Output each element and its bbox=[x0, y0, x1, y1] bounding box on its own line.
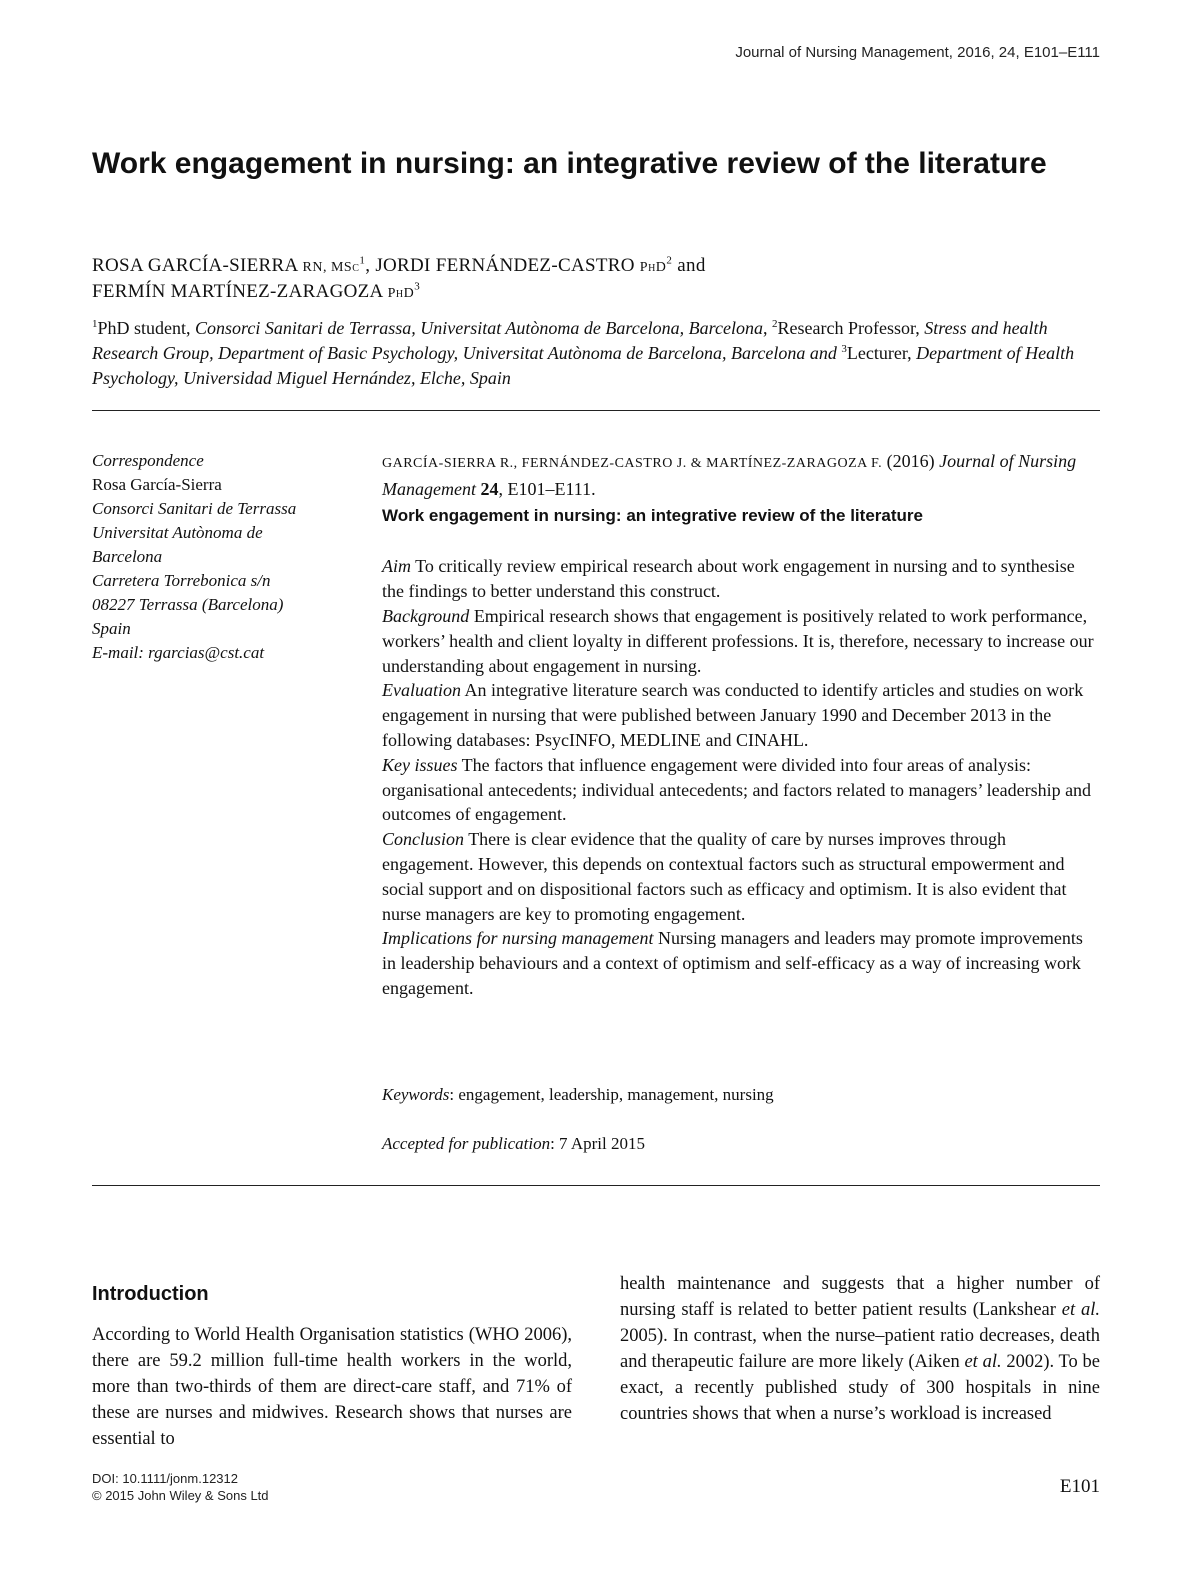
accepted-text: : 7 April 2015 bbox=[550, 1134, 645, 1153]
citation-authors: GARCÍA-SIERRA R., FERNÁNDEZ-CASTRO J. & MARTÍNEZ-ZARAGOZA F. bbox=[382, 456, 883, 471]
et-al: et al. bbox=[1061, 1300, 1100, 1320]
affil-sup: 1 bbox=[92, 318, 98, 330]
correspondence-org: Consorci Sanitari de Terrassa bbox=[92, 499, 297, 518]
author-sup: 2 bbox=[666, 254, 673, 267]
affil-sup: 3 bbox=[841, 343, 847, 355]
keywords-label: Keywords bbox=[382, 1085, 450, 1104]
correspondence-email[interactable]: E-mail: rgarcias@cst.cat bbox=[92, 643, 265, 662]
keywords-text: : engagement, leadership, management, nursing bbox=[449, 1085, 774, 1104]
affil-place: Stress and health Research Group, Department of Basic Psychology, Universitat Autònoma de Barcelona, Barcelona bbox=[92, 318, 1048, 363]
author-name: JORDI FERNÁNDEZ-CASTRO bbox=[375, 255, 635, 276]
body-text: 2005). In contrast, when the nurse–patient ratio decreases, death and therapeutic failure are more likely (Aiken bbox=[620, 1326, 1100, 1372]
accepted-date bbox=[382, 1134, 645, 1154]
divider-top bbox=[92, 410, 1100, 411]
citation-journal: Journal of Nursing Management bbox=[382, 451, 1077, 499]
section-text: Nursing managers and leaders may promote improvements in leadership behaviours and a context of optimism and self-efficacy as a way of increasing work engagement. bbox=[382, 928, 1083, 998]
footer-info bbox=[92, 1470, 269, 1504]
abstract-block bbox=[382, 449, 1100, 1001]
copyright: © 2015 John Wiley & Sons Ltd bbox=[92, 1488, 269, 1503]
section-label: Background bbox=[382, 605, 470, 626]
section-label: Implications for nursing management bbox=[382, 928, 654, 949]
author-and: and bbox=[672, 255, 706, 276]
section-text: To critically review empirical research about work engagement in nursing and to synthesise the findings to better understand this construct. bbox=[382, 556, 1075, 602]
abstract-key-issues bbox=[382, 753, 1100, 827]
section-label: Evaluation bbox=[382, 680, 461, 701]
author-name: FERMÍN MARTÍNEZ-ZARAGOZA bbox=[92, 281, 383, 302]
keywords bbox=[382, 1085, 774, 1105]
citation-volume: 24 bbox=[475, 478, 499, 499]
author-separator: , bbox=[365, 255, 376, 276]
author-degree: PhD bbox=[639, 260, 667, 275]
abstract-evaluation bbox=[382, 678, 1100, 752]
correspondence-univ: Barcelona bbox=[92, 547, 163, 566]
body-text: health maintenance and suggests that a higher number of nursing staff is related to better patient results (Lankshear bbox=[620, 1274, 1100, 1320]
affil-role: PhD student, bbox=[97, 318, 196, 338]
affil-and: and bbox=[805, 343, 842, 363]
introduction-right-column bbox=[620, 1271, 1100, 1427]
affiliations: $^1$PhD student, Consorci Sanitari de Terrassa, Universitat Autònoma de Barcelona, Barcelona, $^2$Research Professor, Stress and health Research Group, Department of Basic Psychology, Universitat Autònoma de Barcelona, Barcelona and $^3$Lecturer, Department of Health Psychology, Universidad Miguel Hernández, Elche, Spain bbox=[92, 318, 1075, 388]
body-text: 2002). To be exact, a recently published study of 300 hospitals in nine countries shows that when a nurse’s workload is increased bbox=[620, 1352, 1100, 1424]
correspondence-block bbox=[92, 449, 352, 665]
correspondence-name: Rosa García-Sierra bbox=[92, 475, 222, 494]
correspondence-label: Correspondence bbox=[92, 451, 204, 470]
et-al: et al. bbox=[964, 1352, 1002, 1372]
abstract-background bbox=[382, 604, 1100, 678]
author-list bbox=[92, 254, 1102, 306]
author-degree: RN, MSc bbox=[302, 260, 360, 275]
article-title: Work engagement in nursing: an integrative review of the literature bbox=[92, 147, 1047, 180]
section-text: There is clear evidence that the quality of care by nurses improves through engagement. However, this depends on contextual factors such as structural empowerment and social support and on dispositional factors such as efficacy and optimism. It is also evident that nurse managers are key to promoting engagement. bbox=[382, 829, 1067, 924]
abstract-conclusion bbox=[382, 827, 1100, 926]
citation bbox=[382, 449, 1100, 502]
section-label: Aim bbox=[382, 556, 411, 577]
author-sup: 3 bbox=[414, 280, 421, 293]
affil-role: Lecturer, bbox=[846, 343, 917, 363]
section-text: Empirical research shows that engagement is positively related to work performance, workers’ health and client loyalty in different professions. It is, therefore, necessary to increase our understanding about engagement in nursing. bbox=[382, 605, 1094, 676]
abstract-title: Work engagement in nursing: an integrative review of the literature bbox=[382, 505, 923, 525]
correspondence-street: Carretera Torrebonica s/n bbox=[92, 571, 271, 590]
section-label: Key issues bbox=[382, 754, 458, 775]
correspondence-univ: Universitat Autònoma de bbox=[92, 523, 263, 542]
correspondence-country: Spain bbox=[92, 619, 131, 638]
citation-pages: , E101–E111. bbox=[498, 478, 596, 499]
introduction-left-column: According to World Health Organisation statistics (WHO 2006), there are 59.2 million full-time health workers in the world, more than two-thirds of them are direct-care staff, and 71% of these are nurses and midwives. Research shows that nurses are essential to bbox=[92, 1325, 572, 1449]
page-number: E101 bbox=[1059, 1476, 1100, 1497]
affil-role: Research Professor, bbox=[777, 318, 925, 338]
section-text: The factors that influence engagement were divided into four areas of analysis: organisational antecedents; individual antecedents; and factors related to managers’ leadership and outcomes of engagement. bbox=[382, 754, 1092, 825]
introduction-heading: Introduction bbox=[92, 1283, 209, 1305]
section-text: An integrative literature search was conducted to identify articles and studies on work engagement in nursing that were published between January 1990 and December 2013 in the following databases: PsycINFO, MEDLINE and CINAHL. bbox=[382, 680, 1084, 750]
affil-place: Department of Health Psychology, Universidad Miguel Hernández, Elche, Spain bbox=[92, 343, 1075, 388]
accepted-label: Accepted for publication bbox=[382, 1134, 551, 1153]
abstract-aim bbox=[382, 554, 1100, 604]
author-degree: PhD bbox=[387, 286, 415, 301]
correspondence-city: 08227 Terrassa (Barcelona) bbox=[92, 595, 284, 614]
affil-place: Consorci Sanitari de Terrassa, Universitat Autònoma de Barcelona, Barcelona bbox=[195, 318, 763, 338]
section-label: Conclusion bbox=[382, 829, 465, 850]
divider-bottom bbox=[92, 1185, 1100, 1186]
author-sup: 1 bbox=[359, 254, 366, 267]
abstract-implications bbox=[382, 926, 1100, 1000]
citation-year: (2016) bbox=[882, 451, 940, 471]
author-name: ROSA GARCÍA-SIERRA bbox=[92, 255, 298, 276]
running-head: Journal of Nursing Management, 2016, 24, E101–E111 bbox=[735, 44, 1100, 61]
affil-sup: 2 bbox=[772, 318, 778, 330]
doi[interactable]: DOI: 10.1111/jonm.12312 bbox=[92, 1471, 238, 1486]
